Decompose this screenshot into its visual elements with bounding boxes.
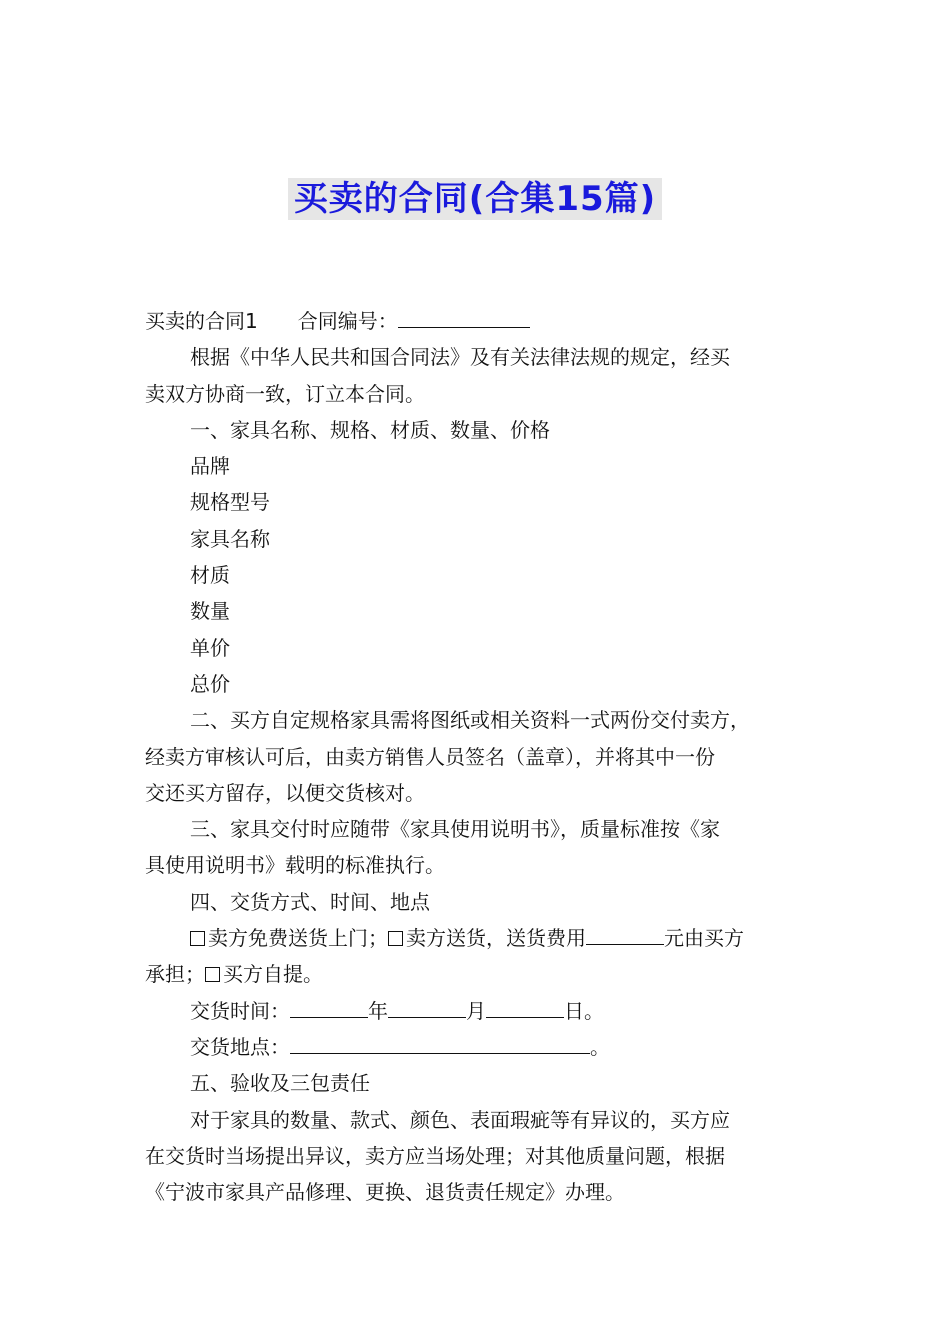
delivery-bear-label: 承担；	[145, 962, 205, 987]
document-title: 买卖的合同(合集15篇)	[288, 178, 662, 220]
delivery-place-line	[145, 1029, 810, 1065]
section-5-heading: 五、验收及三包责任	[190, 1071, 370, 1096]
item-spec: 规格型号	[190, 490, 270, 515]
contract-no-label: 合同编号：	[297, 309, 398, 333]
free-delivery-checkbox[interactable]	[190, 931, 205, 946]
self-pickup-checkbox[interactable]	[205, 967, 220, 982]
item-material: 材质	[190, 563, 230, 588]
item-quantity: 数量	[190, 599, 230, 624]
intro-line-1: 根据《中华人民共和国合同法》及有关法律法规的规定，经买	[190, 345, 730, 370]
year-label: 年	[368, 998, 388, 1023]
item-name: 家具名称	[190, 526, 270, 551]
section-5-line-1: 对于家具的数量、款式、颜色、表面瑕疵等有异议的，买方应	[190, 1107, 730, 1132]
delivery-time-line	[145, 993, 810, 1029]
document-body	[145, 303, 810, 1210]
section-1-heading: 一、家具名称、规格、材质、数量、价格	[190, 417, 550, 442]
header-line	[145, 303, 810, 339]
paid-delivery-label: 卖方送货，送货费用	[406, 926, 586, 951]
title-wrap	[0, 178, 950, 220]
delivery-options-line-2	[145, 956, 810, 992]
delivery-fee-tail: 元由买方	[664, 926, 744, 951]
intro-line-2: 卖双方协商一致，订立本合同。	[145, 381, 425, 406]
section-2-line-1: 二、买方自定规格家具需将图纸或相关资料一式两份交付卖方，	[190, 708, 750, 733]
free-delivery-label: 卖方免费送货上门；	[208, 926, 388, 951]
contract-heading: 买卖的合同1	[145, 309, 258, 333]
self-pickup-label: 买方自提。	[223, 962, 323, 987]
section-2-line-3: 交还买方留存，以便交货核对。	[145, 780, 425, 805]
section-5-line-2: 在交货时当场提出异议，卖方应当场处理；对其他质量问题，根据	[145, 1143, 725, 1168]
month-label: 月	[466, 998, 486, 1023]
delivery-place-blank[interactable]	[290, 1029, 590, 1054]
section-3-line-1: 三、家具交付时应随带《家具使用说明书》，质量标准按《家	[190, 817, 720, 842]
delivery-place-end: 。	[590, 1034, 610, 1059]
item-unit-price: 单价	[190, 635, 230, 660]
day-label: 日。	[564, 998, 604, 1023]
item-total-price: 总价	[190, 671, 230, 696]
section-4-heading: 四、交货方式、时间、地点	[190, 889, 430, 914]
delivery-time-label: 交货时间：	[190, 998, 290, 1023]
section-5-line-3: 《宁波市家具产品修理、更换、退货责任规定》办理。	[145, 1180, 625, 1205]
section-2-line-2: 经卖方审核认可后，由卖方销售人员签名（盖章），并将其中一份	[145, 744, 715, 769]
item-brand: 品牌	[190, 454, 230, 479]
month-blank[interactable]	[388, 993, 466, 1018]
year-blank[interactable]	[290, 993, 368, 1018]
contract-no-blank	[398, 303, 530, 328]
delivery-fee-blank[interactable]	[586, 920, 664, 945]
delivery-place-label: 交货地点：	[190, 1034, 290, 1059]
section-3-line-2: 具使用说明书》载明的标准执行。	[145, 853, 445, 878]
day-blank[interactable]	[486, 993, 564, 1018]
paid-delivery-checkbox[interactable]	[388, 931, 403, 946]
delivery-options-line-1	[145, 920, 810, 956]
